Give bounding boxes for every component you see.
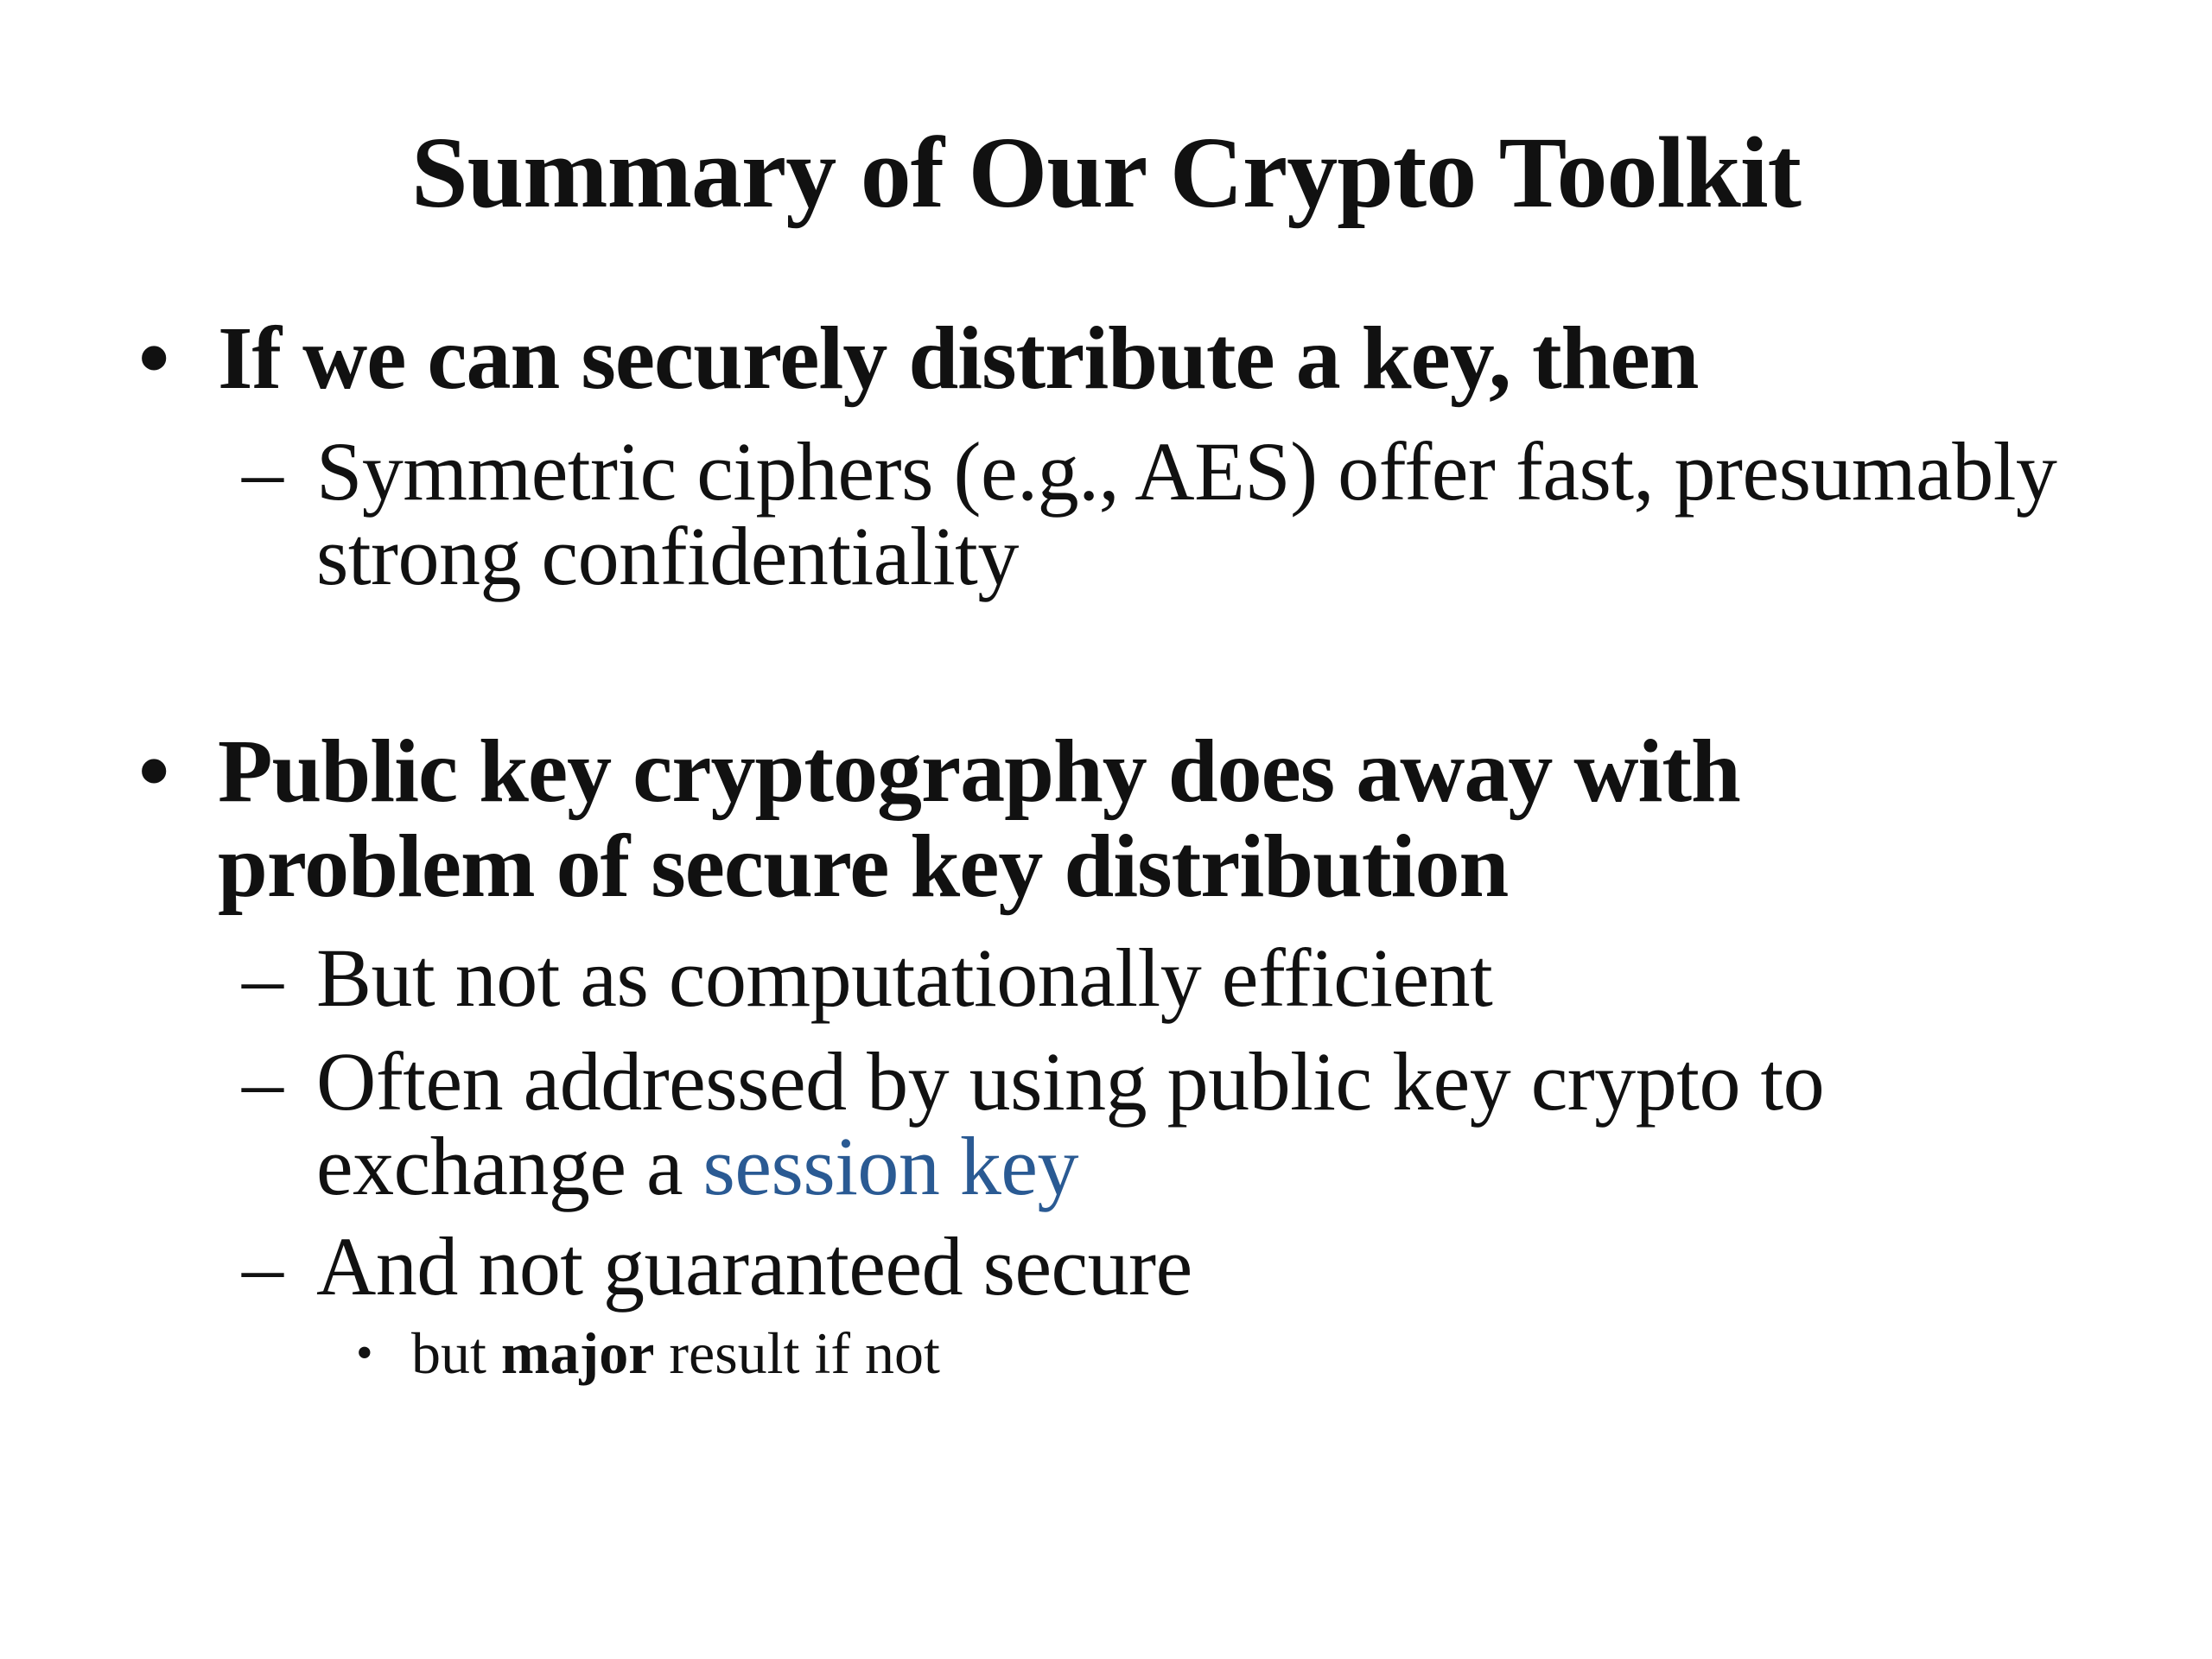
bullet-1-sub-1 bbox=[242, 425, 2057, 602]
slide-title: Summary of Our Crypto Toolkit bbox=[411, 116, 1801, 229]
dash-marker: – bbox=[242, 1220, 283, 1313]
sub-line bbox=[316, 1120, 1824, 1212]
subsub-prefix: but bbox=[411, 1320, 501, 1386]
bullet-2-sub-1 bbox=[242, 931, 1493, 1024]
bullet-2 bbox=[138, 721, 1740, 916]
sub-line: But not as computationally efficient bbox=[316, 931, 1493, 1024]
sub-line: And not guaranteed secure bbox=[316, 1220, 1192, 1313]
bullet-dot: • bbox=[138, 308, 169, 408]
dash-marker: – bbox=[242, 1035, 283, 1128]
bullet-2-sub-3-subsub bbox=[356, 1319, 940, 1388]
bullet-2-sub-3 bbox=[242, 1220, 1192, 1313]
sub-line: Symmetric ciphers (e.g., AES) offer fast, presumably bbox=[316, 425, 2057, 518]
bullet-2-sub-2 bbox=[242, 1035, 1825, 1212]
subsub-bold: major bbox=[500, 1320, 655, 1386]
bullet-1-text: If we can securely distribute a key, then bbox=[218, 308, 1699, 408]
dash-marker: – bbox=[242, 425, 283, 518]
session-key-highlight: session key bbox=[702, 1120, 1079, 1212]
sub-line: Often addressed by using public key crypto to bbox=[316, 1035, 1825, 1128]
bullet-2-line: problem of secure key distribution bbox=[218, 817, 1509, 916]
subsub-dot: • bbox=[356, 1326, 373, 1380]
dash-marker: – bbox=[242, 931, 283, 1024]
subsub-suffix: result if not bbox=[654, 1320, 940, 1386]
sub-line: strong confidentiality bbox=[316, 510, 1019, 602]
bullet-1 bbox=[138, 308, 1699, 408]
sub-line-prefix: exchange a bbox=[316, 1120, 703, 1212]
bullet-2-line: Public key cryptography does away with bbox=[218, 721, 1740, 821]
bullet-dot: • bbox=[138, 721, 169, 821]
